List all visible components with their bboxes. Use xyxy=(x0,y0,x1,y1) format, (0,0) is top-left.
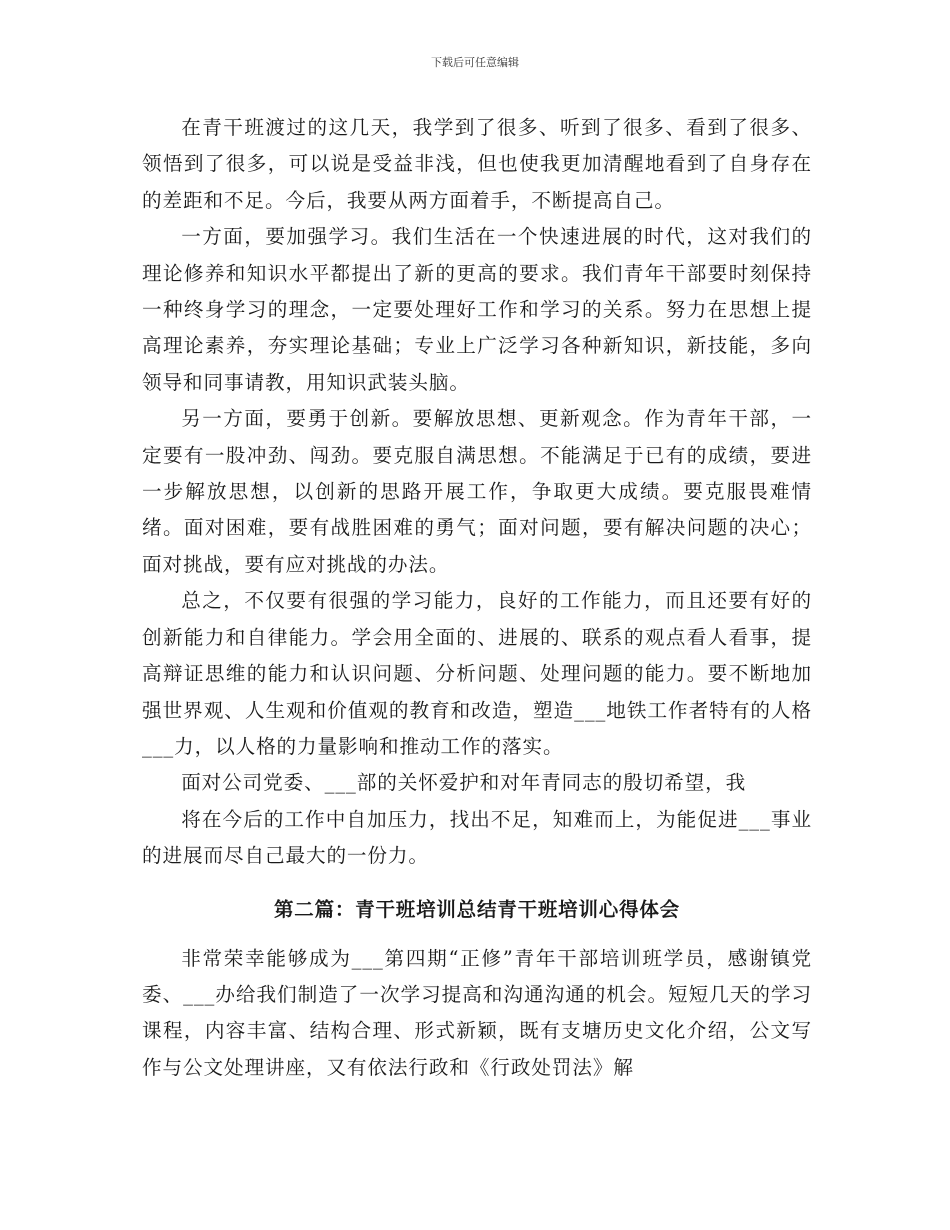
paragraph: 面对公司党委、___部的关怀爱护和对年青同志的殷切希望，我 xyxy=(181,771,747,795)
paragraph: 一方面，要加强学习。我们生活在一个快速进展的时代，这对我们的理论修养和知识水平都提出了新的更高的要求。我们青年干部要时刻保持一种终身学习的理念，一定要处理好工作和学习的关系。努力在思想上提高理论素养，夯实理论基础；专业上广泛学习各种新知识，新技能，多向领导和同事请教，用知识武装头脑。 xyxy=(142,225,812,394)
paragraph: 将在今后的工作中自加压力，找出不足，知难而上，为能促进___事业的进展而尽自己最大的一份力。 xyxy=(142,807,812,868)
section-heading: 第二篇：青干班培训总结青干班培训心得体会 xyxy=(273,897,680,921)
page-header: 下载后可任意编辑 xyxy=(431,56,519,69)
paragraph: 在青干班渡过的这几天，我学到了很多、听到了很多、看到了很多、领悟到了很多，可以说是受益非浅，但也使我更加清醒地看到了自身存在的差距和不足。今后，我要从两方面着手，不断提高自己。 xyxy=(142,116,812,212)
paragraph: 非常荣幸能够成为___第四期“正修”青年干部培训班学员，感谢镇党委、___办给我们制造了一次学习提高和沟通沟通的机会。短短几天的学习课程，内容丰富、结构合理、形式新颖，既有支塘历史文化介绍，公文写作与公文处理讲座，又有依法行政和《行政处罚法》解 xyxy=(142,946,812,1079)
document-body xyxy=(142,110,812,1086)
paragraph: 另一方面，要勇于创新。要解放思想、更新观念。作为青年干部，一定要有一股冲劲、闯劲。要克服自满思想。不能满足于已有的成绩，要进一步解放思想，以创新的思路开展工作，争取更大成绩。要克服畏难情绪。面对困难，要有战胜困难的勇气；面对问题，要有解决问题的决心；面对挑战，要有应对挑战的办法。 xyxy=(142,407,812,576)
paragraph: 总之，不仅要有很强的学习能力，良好的工作能力，而且还要有好的创新能力和自律能力。学会用全面的、进展的、联系的观点看人看事，提高辩证思维的能力和认识问题、分析问题、处理问题的能力。要不断地加强世界观、人生观和价值观的教育和改造，塑造___地铁工作者特有的人格___力，以人格的力量影响和推动工作的落实。 xyxy=(142,589,812,758)
